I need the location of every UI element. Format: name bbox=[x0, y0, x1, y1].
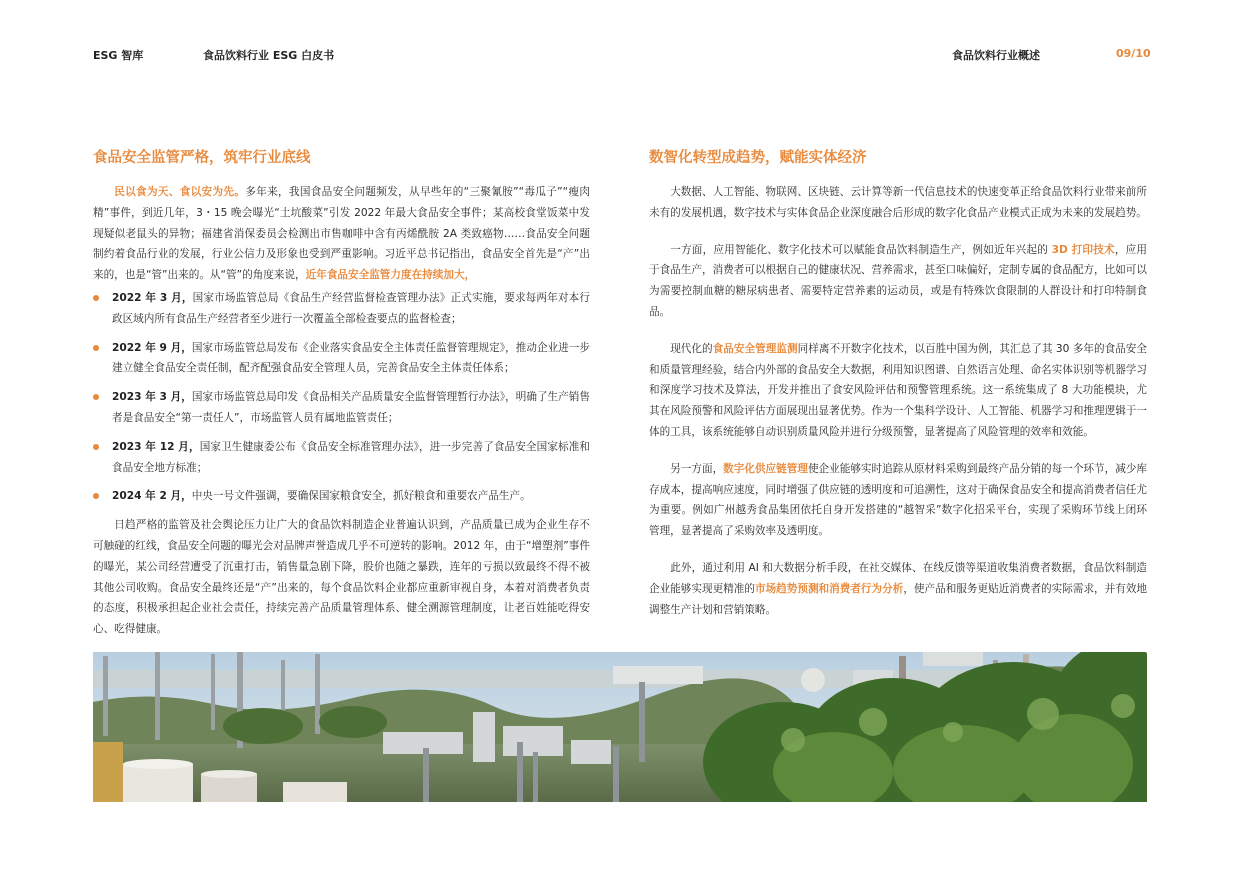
highlight-3d-printing: 3D 打印技术 bbox=[1051, 243, 1115, 256]
para-text: 另一方面， bbox=[670, 462, 724, 475]
event-date: 2024 年 2 月， bbox=[112, 490, 192, 503]
highlight-supply-chain: 数字化供应链管理 bbox=[723, 462, 808, 475]
para-text: 此外，通过利用 AI 和大数据分析手段，在社交媒体、在线反馈等渠道收集消费者数据，食品饮料制造企业能够实现更精准的 bbox=[649, 561, 1147, 595]
highlight-food-safety-monitoring: 食品安全管理监测 bbox=[712, 342, 798, 355]
event-text: 国家市场监管总局印发《食品相关产品质量安全监督管理暂行办法》，明确了生产销售者是食品安全“第一责任人”，市场监管人员有属地监管责任； bbox=[112, 391, 591, 424]
intro-highlight-tail: 近年食品安全监管力度在持续加大， bbox=[305, 269, 476, 282]
list-item bbox=[93, 288, 590, 330]
list-item bbox=[93, 338, 590, 380]
para-text: ，应用于食品生产，消费者可以根据自己的健康状况、营养需求，甚至口味偏好，定制专属的食品配方，比如可以为需要控制血糖的糖尿病患者、需要特定营养素的运动员，或是有特殊饮食限制的人群设计和打印特制食品。 bbox=[649, 243, 1147, 318]
left-closing-paragraph: 日趋严格的监管及社会舆论压力让广大的食品饮料制造企业普遍认识到，产品质量已成为企业生存不可触碰的红线，食品安全问题的曝光会对品牌声誉造成几乎不可逆转的影响。2012 年，由于“增塑剂”事件的曝光，某公司经营遭受了沉重打击，销售量急剧下降，股价也随之暴跌，连年的亏损以致最终不得不被其他公司收购。食品安全最终还是“产”出来的，每个食品饮料企业都应重新审视自身，本着对消费者负责的态度，积极承担起企业社会责任，持续完善产品质量管理体系、健全溯源管理制度，让老百姓能吃得安心、吃得健康。 bbox=[93, 519, 590, 636]
list-item bbox=[93, 486, 590, 507]
event-date: 2022 年 3 月， bbox=[112, 291, 193, 304]
right-paragraph-5 bbox=[649, 558, 1147, 620]
left-column bbox=[93, 148, 590, 640]
event-text: 国家市场监管总局《食品生产经营监督检查管理办法》正式实施，要求每两年对本行政区域内所有食品生产经营者至少进行一次覆盖全部检查要点的监督检查； bbox=[112, 291, 590, 325]
para-text: 同样离不开数字化技术，以百胜中国为例，其汇总了其 30 多年的食品安全和质量管理经验，结合内外部的食品安全大数据，利用知识图谱、自然语言处理、命名实体识别等机器学习和深度学习技术及算法，开发并推出了食安风险评估和预警管理系统。这一系统集成了 8 大功能模块，尤其在风险预警和风险评估方面展现出显著优势。作为一个集科学设计、人工智能、机器学习和推理逻辑于一体的工具，该系统能够自动识别质量风险并进行分级预警，显著提高了风险管理的效率和效能。 bbox=[649, 342, 1148, 438]
right-paragraph-3 bbox=[649, 339, 1147, 443]
event-date: 2022 年 9 月， bbox=[112, 341, 192, 354]
regulation-list bbox=[93, 288, 590, 507]
para-text: 一方面，应用智能化、数字化技术可以赋能食品饮料制造生产，例如近年兴起的 bbox=[670, 243, 1052, 256]
para-text: ，使产品和服务更贴近消费者的实际需求，并有效地调整生产计划和营销策略。 bbox=[649, 582, 1148, 616]
event-text: 国家市场监管总局发布《企业落实食品安全主体责任监督管理规定》，推动企业进一步建立健全食品安全责任制，配齐配强食品安全管理人员，完善食品安全主体责任体系； bbox=[112, 341, 591, 375]
bullet-dot-icon bbox=[93, 295, 99, 301]
header-section-title: 食品饮料行业概述 bbox=[952, 49, 1040, 62]
bullet-dot-icon bbox=[93, 394, 99, 400]
left-intro-paragraph bbox=[93, 182, 590, 286]
bullet-dot-icon bbox=[93, 493, 99, 499]
para-text: 现代化的 bbox=[670, 342, 713, 355]
para-text: 使企业能够实时追踪从原材料采购到最终产品分销的每一个环节，减少库存成本，提高响应速度，同时增强了供应链的透明度和可追溯性，这对于确保食品安全和提高消费者信任尤为重要。例如广州越秀食品集团依托自身开发搭建的“越智采”数字化招采平台，实现了采购环节线上闭环管理，显著提高了采购效率及透明度。 bbox=[649, 462, 1148, 538]
header-doc-title: 食品饮料行业 ESG 白皮书 bbox=[203, 49, 335, 62]
event-date: 2023 年 3 月， bbox=[112, 391, 192, 404]
right-paragraph-4 bbox=[649, 459, 1147, 542]
bullet-dot-icon bbox=[93, 345, 99, 351]
bullet-dot-icon bbox=[93, 444, 99, 450]
event-text: 中央一号文件强调，要确保国家粮食安全，抓好粮食和重要农产品生产。 bbox=[191, 490, 531, 503]
event-date: 2023 年 12 月， bbox=[112, 440, 200, 453]
list-item bbox=[93, 387, 590, 429]
intro-body: 多年来，我国食品安全问题频发，从早些年的“三聚氰胺”“毒瓜子”“瘦肉精”事件，到近几年，3・15 晚会曝光“土坑酸菜”引发 2022 年最大食品安全事件；某高校食堂饭菜中发现疑似老鼠头的异物；福建省消保委员会检测出市售咖啡中含有丙烯酰胺 2A 类致癌物……食品安全问题制约着食品行业的发展，行业公信力及形象也受到严重影响。习近平总书记指出，食品安全首先是“产”出来的，也是“管”出来的。从“管”的角度来说， bbox=[93, 186, 590, 282]
highlight-market-analysis: 市场趋势预测和消费者行为分析 bbox=[754, 582, 904, 595]
right-paragraph-2 bbox=[649, 240, 1147, 323]
right-paragraph-1: 大数据、人工智能、物联网、区块链、云计算等新一代信息技术的快速变革正给食品饮料行业带来前所未有的发展机遇，数字技术与实体食品企业深度融合后形成的数字化食品产业模式正成为未来的发展趋势。 bbox=[649, 186, 1147, 219]
right-column bbox=[649, 148, 1147, 636]
list-item bbox=[93, 437, 590, 479]
industrial-plant-photo bbox=[93, 652, 1147, 802]
right-section-title: 数智化转型成趋势，赋能实体经济 bbox=[649, 150, 867, 166]
event-text: 国家卫生健康委公布《食品安全标准管理办法》，进一步完善了食品安全国家标准和食品安全地方标准； bbox=[112, 440, 590, 474]
page-number: 09/10 bbox=[1116, 47, 1151, 60]
left-section-title: 食品安全监管严格，筑牢行业底线 bbox=[93, 150, 311, 166]
header-brand: ESG 智库 bbox=[93, 49, 144, 62]
intro-highlight-lead: 民以食为天、食以安为先。 bbox=[114, 186, 246, 198]
